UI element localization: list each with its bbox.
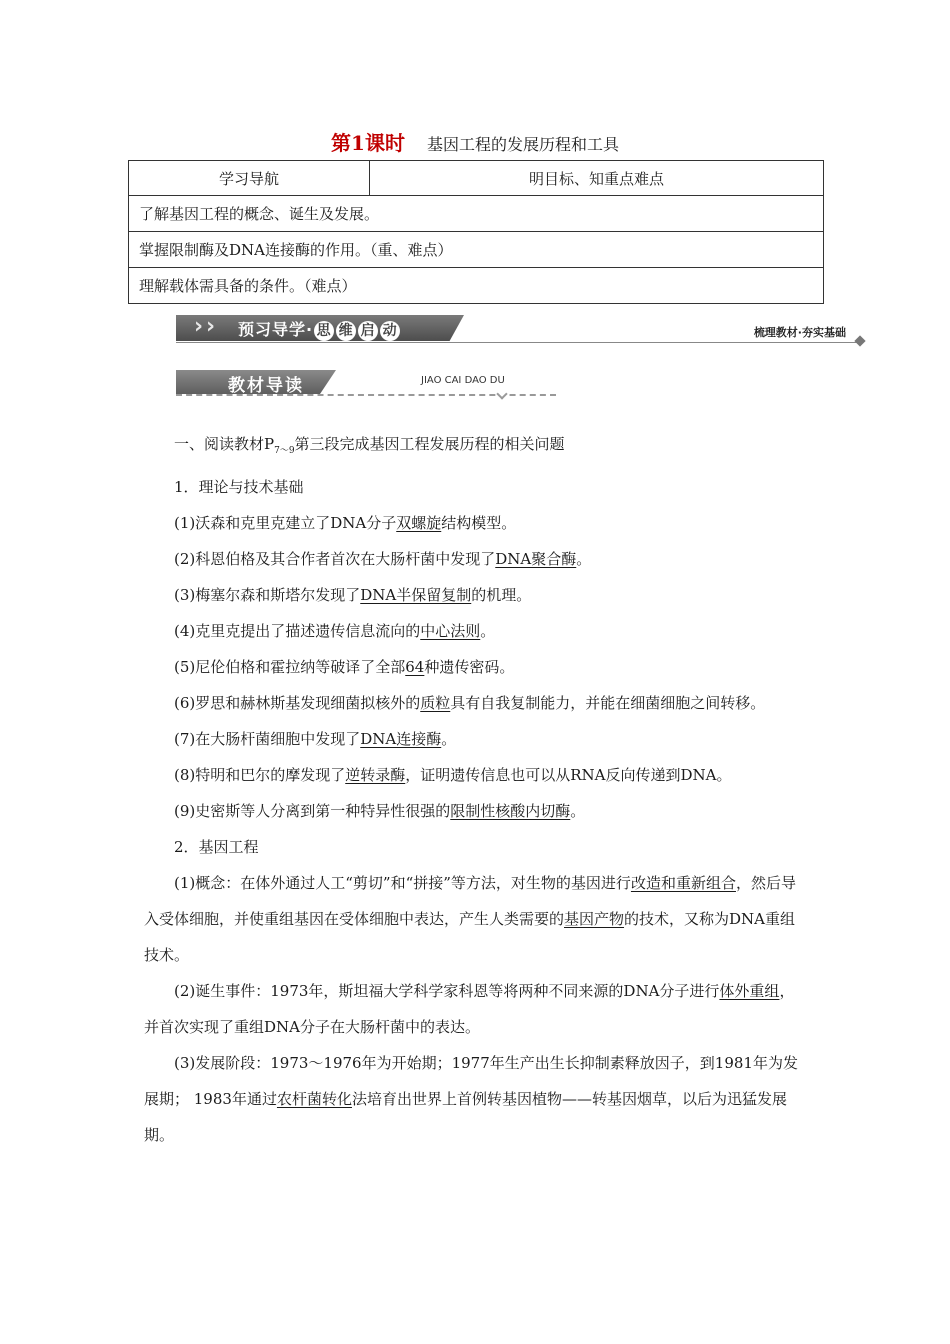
banner-text: 预习导学· — [238, 320, 314, 339]
list-item: (1)概念：在体外通过人工“剪切”和“拼接”等方法，对生物的基因进行改造和重新组合，然后导入受体细胞，并使重组基因在受体细胞中表达，产生人类需要的基因产物的技术，又称为DNA重组技术。 — [144, 874, 796, 964]
table-cell: 了解基因工程的概念、诞生及发展。 — [129, 196, 824, 232]
lesson-name: 基因工程的发展历程和工具 — [426, 135, 619, 154]
answer-blank: 体外重组 — [719, 982, 780, 1000]
answer-blank: 农杆菌转化 — [276, 1090, 352, 1108]
list-item: (8)特明和巴尔的摩发现了逆转录酶，证明遗传信息也可以从RNA反向传递到DNA。 — [174, 766, 732, 784]
list-item: (6)罗思和赫林斯基发现细菌拟核外的质粒具有自我复制能力，并能在细菌细胞之间转移。 — [174, 694, 766, 712]
table-header-cell: 明目标、知重点难点 — [370, 161, 824, 196]
table-row — [129, 196, 824, 232]
main-content — [144, 426, 808, 1153]
banner-circle-char: 维 — [336, 321, 356, 341]
chevron-down-icon — [496, 388, 507, 399]
section-pinyin: JIAO CAI DAO DU — [421, 375, 505, 386]
section-title: 教材导读 — [228, 376, 304, 396]
banner-subtitle: 梳理教材·夯实基础 — [753, 326, 846, 339]
heading: 1．理论与技术基础 — [174, 478, 304, 496]
list-item: (2)诞生事件：1973年，斯坦福大学科学家科恩等将两种不同来源的DNA分子进行体外重组，并首次实现了重组DNA分子在大肠杆菌中的表达。 — [144, 982, 795, 1036]
answer-blank: 逆转录酶 — [345, 766, 406, 784]
chevron-right-icon: › — [206, 314, 216, 339]
intro-paragraph: 一、阅读教材$P_{7\sim 9}$第三段完成基因工程发展历程的相关问题 — [174, 435, 565, 456]
answer-blank: 基因产物 — [564, 910, 625, 928]
list-item: (4)克里克提出了描述遗传信息流向的中心法则。 — [174, 622, 496, 640]
table-cell: 理解载体需具备的条件。（难点） — [129, 268, 824, 304]
table-row — [129, 232, 824, 268]
list-item: (5)尼伦伯格和霍拉纳等破译了全部64种遗传密码。 — [174, 658, 515, 676]
list-item: (1)沃森和克里克建立了DNA分子双螺旋结构模型。 — [174, 514, 517, 532]
list-item: (3)梅塞尔森和斯塔尔发现了DNA半保留复制的机理。 — [174, 586, 532, 604]
learning-guide-table — [128, 160, 824, 304]
answer-blank: DNA聚合酶 — [495, 550, 577, 568]
answer-blank: 64 — [405, 658, 425, 676]
section-banner — [176, 313, 864, 343]
table-row — [129, 268, 824, 304]
answer-blank: 改造和重新组合 — [630, 874, 736, 892]
answer-blank: 中心法则 — [420, 622, 481, 640]
section-header — [176, 370, 558, 396]
answer-blank: DNA半保留复制 — [360, 586, 472, 604]
banner-circle-char: 思 — [314, 321, 334, 341]
diamond-icon — [854, 335, 865, 346]
answer-blank: DNA连接酶 — [360, 730, 442, 748]
lesson-number: 第1课时 — [331, 131, 405, 155]
list-item: (3)发展阶段：1973～1976年为开始期；1977年生产出生长抑制素释放因子，到1981年为发展期； 1983年通过农杆菌转化法培育出世界上首例转基因植物——转基因烟草，以后为迅猛发展期。 — [144, 1054, 798, 1144]
banner-divider — [176, 342, 860, 343]
banner-circle-char: 动 — [380, 321, 400, 341]
answer-blank: 双螺旋 — [396, 514, 442, 532]
answer-blank: 限制性核酸内切酶 — [450, 802, 571, 820]
answer-blank: 质粒 — [420, 694, 451, 712]
list-item: (7)在大肠杆菌细胞中发现了DNA连接酶。 — [174, 730, 457, 748]
heading: 2．基因工程 — [174, 838, 259, 856]
banner-title — [238, 317, 401, 341]
table-cell: 掌握限制酶及DNA连接酶的作用。（重、难点） — [129, 232, 824, 268]
list-item: (9)史密斯等人分离到第一种特异性很强的限制性核酸内切酶。 — [174, 802, 586, 820]
list-item: (2)科恩伯格及其合作者首次在大肠杆菌中发现了DNA聚合酶。 — [174, 550, 592, 568]
table-header-row — [129, 161, 824, 196]
banner-circle-char: 启 — [358, 321, 378, 341]
chevron-right-icon: › — [194, 314, 204, 339]
page-title — [0, 127, 950, 156]
table-header-cell: 学习导航 — [129, 161, 370, 196]
